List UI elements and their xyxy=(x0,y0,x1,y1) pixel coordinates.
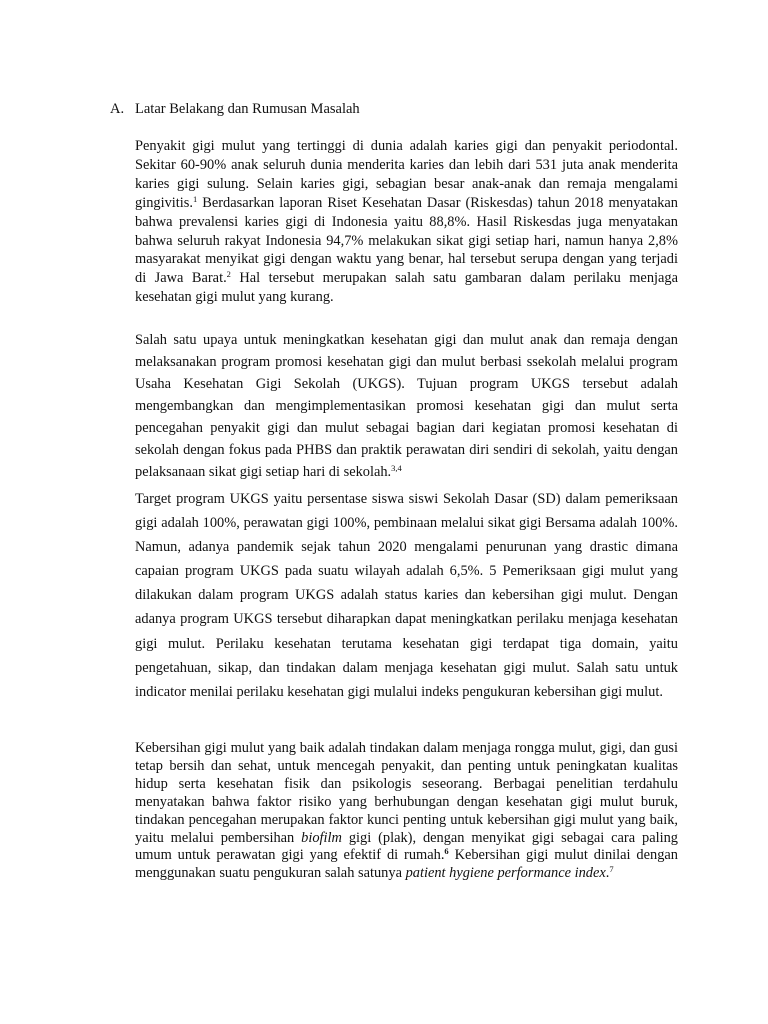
paragraph-4 xyxy=(135,740,678,883)
paragraph-4-text-d: . xyxy=(605,865,610,882)
paragraph-4-text-c: Kebersihan gigi mulut dinilai dengan menggunakan suatu pengukuran salah satunya xyxy=(135,847,678,882)
paragraph-3 xyxy=(135,487,678,704)
section-marker: A. xyxy=(110,101,125,117)
paragraph-1-text-b: Berdasarkan laporan Riset Kesehatan Dasar (Riskesdas) tahun 2018 menyatakan bahwa prevalensi karies gigi di Indonesia yaitu 88,8%. Hasil Riskesdas juga menyatakan bahwa seluruh rakyat Indonesia 94,7% melakukan sikat gigi setiap hari, namun hanya 2,8% masyarakat menyikat gigi dengan waktu yang benar, hal tersebut serupa dengan yang terjadi di Jawa Barat. xyxy=(135,194,678,287)
footnote-ref-1: 1 xyxy=(192,193,198,204)
footnote-ref-7: 7 xyxy=(609,864,614,875)
section-heading xyxy=(110,101,360,118)
footnote-ref-3-4: 3,4 xyxy=(391,463,402,473)
paragraph-2 xyxy=(135,329,678,483)
paragraph-1-start: Penyakit xyxy=(135,138,186,154)
term-patient-hygiene-performance-index: patient hygiene performance index xyxy=(405,865,606,882)
paragraph-2-text-a: Salah satu upaya untuk meningkatkan kesehatan gigi dan mulut anak dan remaja dengan melaksanakan program promosi kesehatan gigi dan mulut berbasi ssekolah melalui program Usaha Kesehatan Gigi Sekolah (UKGS). xyxy=(135,332,678,392)
paragraph-4-text-a: Kebersihan gigi mulut yang baik adalah tindakan dalam menjaga rongga mulut, gigi, dan gusi tetap bersih dan sehat, untuk mencegah penyakit, dan penting untuk peningkatan kualitas hidup serta kesehatan fisik dan psikologis seseorang. Berbagai penelitian terdahulu menyatakan bahwa faktor risiko yang berhubungan dengan kesehatan gigi mulut buruk, tindakan pencegahan merupakan faktor kunci penting untuk kebersihan gigi mulut yang baik, yaitu melalui pembersihan xyxy=(135,740,678,846)
footnote-ref-6: 6 xyxy=(444,846,449,857)
section-title: Latar Belakang dan Rumusan Masalah xyxy=(135,101,360,117)
paragraph-1-text-c: Hal tersebut merupakan salah satu gambaran dalam perilaku menjaga kesehatan gigi mulut yang kurang. xyxy=(135,270,678,306)
paragraph-3-text: Target program UKGS yaitu persentase siswa siswi Sekolah Dasar (SD) dalam pemeriksaan gigi adalah 100%, perawatan gigi 100%, pembinaan melalui sikat gigi Bersama adalah 100%. Namun, adanya pandemik sejak tahun 2020 mengalami penurunan yang drastic dimana capaian program UKGS pada suatu wilayah adalah 6,5%. 5 Pemeriksaan gigi mulut yang dilakukan dalam program UKGS adalah status karies dan kebersihan gigi mulut. Dengan adanya program UKGS tersebut diharapkan dapat meningkatkan perilaku menjaga kesehatan gigi mulut. Perilaku kesehatan terutama kesehatan gigi terdapat tiga domain, yaitu pengetahuan, sikap, dan tindakan dalam menjaga kesehatan gigi mulut. Salah satu untuk indicator menilai perilaku kesehatan gigi mulalui indeks pengukuran kebersihan gigi mulut. xyxy=(135,491,678,700)
paragraph-4-text-b: gigi (plak), dengan menyikat gigi sebagai cara paling umum untuk perawatan gigi yang efektif di rumah. xyxy=(135,829,678,864)
paragraph-1-text-a: gigi mulut yang tertinggi di dunia adalah karies gigi dan penyakit periodontal. Sekitar 60-90% anak seluruh dunia menderita karies dan lebih dari 531 juta anak menderita karies gigi sulung. Selain karies gigi, sebagian besar anak-anak dan remaja mengalami gingivitis. xyxy=(135,138,678,211)
paragraph-1 xyxy=(135,137,678,307)
paragraph-2-text-b: Tujuan program UKGS tersebut adalah mengembangkan dan mengimplementasikan promosi kesehatan gigi dan mulut serta pencegahan penyakit gigi dan mulut sebagai bagian dari kegiatan promosi kesehatan di sekolah dengan fokus pada PHBS dan praktik perawatan diri sendiri di sekolah, yaitu dengan pelaksanaan sikat gigi setiap hari di sekolah. xyxy=(135,376,678,480)
footnote-ref-2: 2 xyxy=(226,269,231,280)
term-biofilm: biofilm xyxy=(301,829,342,846)
